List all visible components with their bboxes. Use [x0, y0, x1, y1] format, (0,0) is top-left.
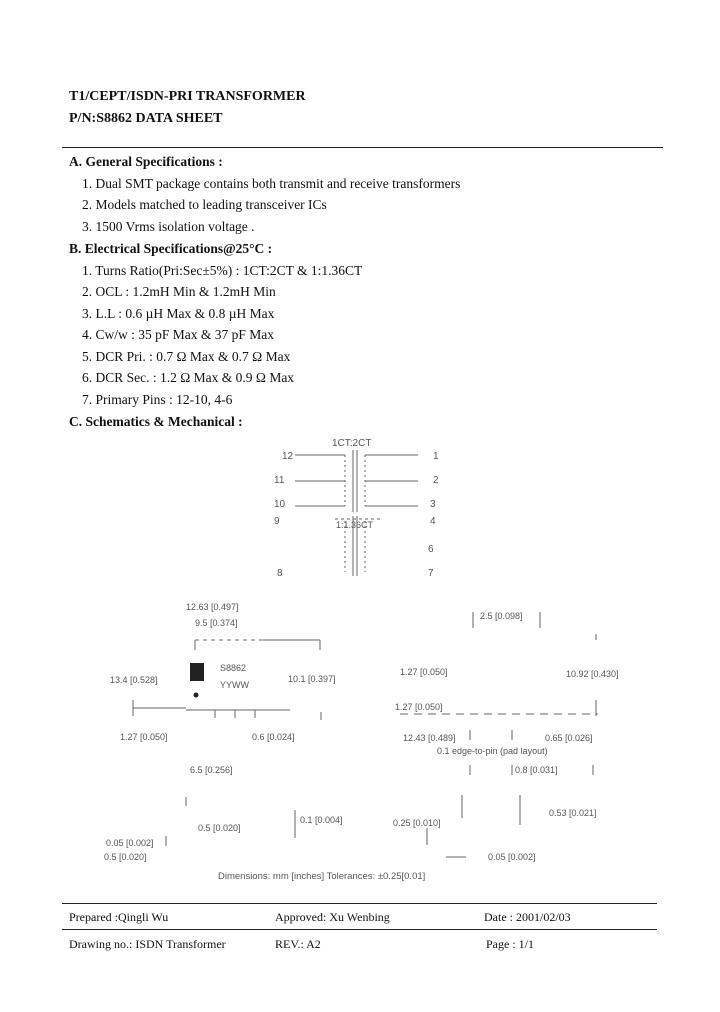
- dim-label: 2.5 [0.098]: [480, 611, 523, 621]
- electrical-spec-item: 5. DCR Pri. : 0.7 Ω Max & 0.7 Ω Max: [82, 349, 291, 364]
- dim-label: 0.6 [0.024]: [252, 732, 295, 742]
- dim-label: 0.53 [0.021]: [549, 808, 597, 818]
- logo-icon: [190, 663, 204, 681]
- part-number: P/N:S8862 DATA SHEET: [69, 111, 223, 126]
- dim-label: 0.1 [0.004]: [300, 815, 343, 825]
- dim-label: 1.27 [0.050]: [400, 667, 448, 677]
- pin-label: 11: [274, 475, 285, 486]
- document-date: Date : 2001/02/03: [484, 910, 571, 924]
- units-note: Dimensions: mm [inches] Tolerances: ±0.25[0.01]: [218, 871, 426, 882]
- electrical-spec-item: 2. OCL : 1.2mH Min & 1.2mH Min: [82, 284, 276, 299]
- schematics-heading: C. Schematics & Mechanical :: [69, 414, 243, 429]
- pad-layout-note: 0.1 edge-to-pin (pad layout): [437, 746, 548, 756]
- dim-label: 12.43 [0.489]: [403, 733, 456, 743]
- pin-label: 12: [282, 451, 294, 462]
- electrical-spec-item: 7. Primary Pins : 12-10, 4-6: [82, 392, 233, 407]
- dim-label: 0.05 [0.002]: [488, 852, 536, 862]
- pin-label: 9: [274, 516, 280, 527]
- dim-label: 6.5 [0.256]: [190, 765, 233, 775]
- electrical-spec-item: 3. L.L : 0.6 µH Max & 0.8 µH Max: [82, 306, 275, 321]
- pin-label: 8: [277, 568, 283, 579]
- dim-label: 0.5 [0.020]: [104, 852, 147, 862]
- approved-by: Approved: Xu Wenbing: [275, 910, 390, 924]
- dim-label: 9.5 [0.374]: [195, 618, 238, 628]
- pin-label: 6: [428, 544, 434, 555]
- pin-label: 4: [430, 516, 436, 527]
- electrical-spec-item: 1. Turns Ratio(Pri:Sec±5%) : 1CT:2CT & 1:1.36CT: [82, 263, 363, 278]
- dim-label: 0.65 [0.026]: [545, 733, 593, 743]
- dim-label: 10.92 [0.430]: [566, 669, 619, 679]
- footer-divider: [62, 929, 657, 930]
- dim-label: 0.5 [0.020]: [198, 823, 241, 833]
- ratio-label: 1CT:2CT: [332, 438, 372, 449]
- date-code: YYWW: [220, 680, 249, 690]
- pin-label: 2: [433, 475, 439, 486]
- footer-divider: [62, 903, 657, 904]
- general-spec-item: 2. Models matched to leading transceiver ICs: [82, 197, 327, 212]
- general-spec-item: 1. Dual SMT package contains both transmit and receive transformers: [82, 176, 461, 191]
- pin-label: 1: [433, 451, 439, 462]
- page-number: Page : 1/1: [486, 937, 534, 951]
- revision: REV.: A2: [275, 937, 321, 951]
- document-title: T1/CEPT/ISDN-PRI TRANSFORMER: [69, 89, 306, 104]
- dim-label: 0.8 [0.031]: [515, 765, 558, 775]
- general-spec-item: 3. 1500 Vrms isolation voltage .: [82, 219, 255, 234]
- dim-label: 12.63 [0.497]: [186, 602, 239, 612]
- general-specs-heading: A. General Specifications :: [69, 154, 223, 169]
- dim-label: 13.4 [0.528]: [110, 675, 158, 685]
- ratio-label: 1:1.36CT: [336, 520, 374, 530]
- dim-label: 0.25 [0.010]: [393, 818, 441, 828]
- electrical-spec-item: 4. Cw/w : 35 pF Max & 37 pF Max: [82, 327, 275, 342]
- dim-label: 10.1 [0.397]: [288, 674, 336, 684]
- electrical-spec-item: 6. DCR Sec. : 1.2 Ω Max & 0.9 Ω Max: [82, 370, 295, 385]
- pin1-dot-icon: [194, 693, 199, 698]
- logo-text: S8862: [220, 663, 247, 673]
- pin-label: 7: [428, 568, 434, 579]
- dim-label: 1.27 [0.050]: [395, 702, 443, 712]
- electrical-specs-heading: B. Electrical Specifications@25°C :: [69, 241, 273, 256]
- dim-label: 0.05 [0.002]: [106, 838, 154, 848]
- drawing-number: Drawing no.: ISDN Transformer: [69, 937, 226, 951]
- dim-label: 1.27 [0.050]: [120, 732, 168, 742]
- pin-label: 3: [430, 499, 436, 510]
- prepared-by: Prepared :Qingli Wu: [69, 910, 169, 924]
- pin-label: 10: [274, 499, 286, 510]
